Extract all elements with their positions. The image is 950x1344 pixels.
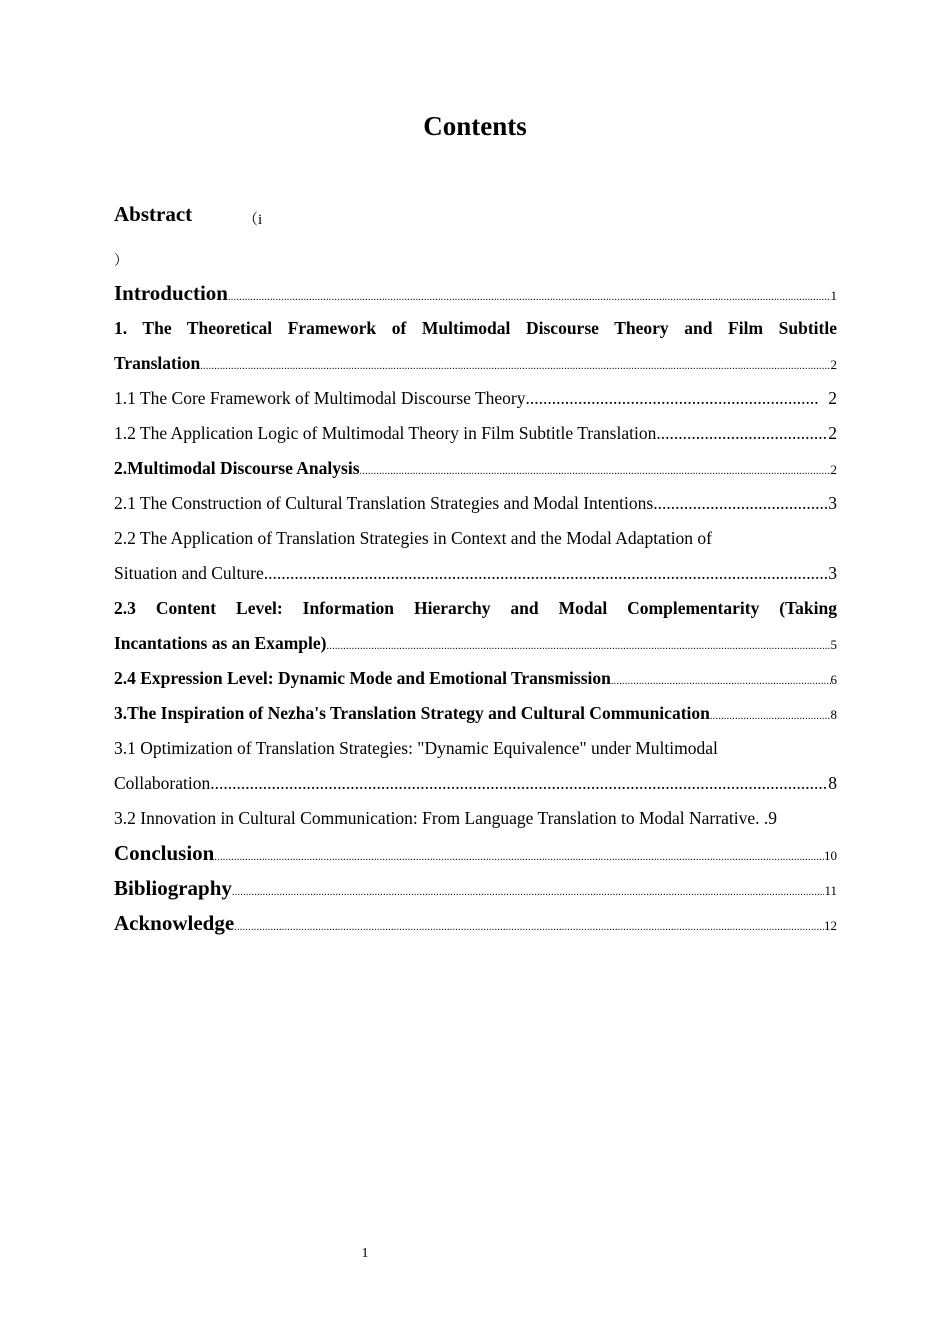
toc-entry-3-1[interactable] [114,766,837,801]
toc-leader-dots [611,664,831,696]
toc-entry-introduction[interactable] [114,276,837,311]
toc-entry-title: Translation [114,353,201,373]
toc-leader-dots [326,629,830,661]
toc-page-number: 9 [768,808,777,828]
toc-page-number: 1 [830,288,837,303]
toc-page-number: 2 [830,357,837,372]
toc-page-number: 3 [828,493,837,513]
toc-leader-dots [661,416,829,451]
toc-page-number: 11 [824,883,837,898]
toc-entry-title: Acknowledge [114,911,235,935]
toc-entry-title: Conclusion [114,841,215,865]
toc-page-number: 8 [830,707,837,722]
toc-entry-2[interactable] [114,451,837,486]
toc-page-number: 6 [830,672,837,687]
table-of-contents [114,276,837,941]
toc-entry-3[interactable] [114,696,837,731]
toc-entry-3-2[interactable] [114,801,837,836]
toc-entry-2-2[interactable] [114,556,837,591]
toc-entry-abstract[interactable] [114,202,192,227]
toc-entry-title: Incantations as an Example) [114,633,327,653]
toc-leader-dots [710,699,831,731]
toc-entry-2-4[interactable] [114,661,837,696]
abstract-page-number: （i [243,212,263,228]
toc-entry-3-1-line1[interactable]: 3.1 Optimization of Translation Strategies: "Dynamic Equivalence" under Multimodal [114,738,718,758]
page-title: Contents [423,111,527,141]
toc-entry-2-1[interactable] [114,486,837,521]
toc-leader-dots [268,556,828,591]
toc-entry-acknowledge[interactable] [114,906,837,941]
toc-entry-title: 2.4 Expression Level: Dynamic Mode and Emotional Transmission [114,668,611,688]
toc-entry-title: 1.2 The Application Logic of Multimodal Theory in Film Subtitle Translation. [114,423,661,443]
abstract-label: Abstract [114,202,193,226]
toc-leader-dots [228,280,831,311]
toc-page-number: 2 [830,462,837,477]
toc-page-number: 10 [824,848,837,863]
toc-entry-title: 3.The Inspiration of Nezha's Translation Strategy and Cultural Communication [114,703,710,723]
toc-entry-bibliography[interactable] [114,871,837,906]
toc-entry-2-2-line1[interactable]: 2.2 The Application of Translation Strategies in Context and the Modal Adaptation of [114,528,713,548]
toc-entry-1-2[interactable] [114,416,837,451]
toc-entry-conclusion[interactable] [114,836,837,871]
toc-page-number: 5 [830,637,837,652]
toc-entry-1-1[interactable] [114,381,837,416]
toc-leader-dots [214,840,824,871]
toc-entry-2-3[interactable] [114,626,837,661]
abstract-page-close: ） [114,254,128,269]
toc-entry-1[interactable] [114,346,837,381]
toc-entry-title: Introduction [114,281,228,305]
toc-page-number: 8 [828,773,837,793]
toc-entry-2-3-line1[interactable]: 2.3 Content Level: Information Hierarchy and Modal Complementarity (Taking [114,598,837,618]
toc-entry-title: Bibliography [114,876,232,900]
toc-entry-title: 1.1 The Core Framework of Multimodal Discourse Theory [114,388,526,408]
footer-page-number: 1 [361,1246,369,1261]
toc-entry-title: Situation and Culture. [114,563,269,583]
toc-page-number: 2 [828,423,837,443]
toc-page-number: 12 [824,918,837,933]
toc-entry-1-line1[interactable]: 1. The Theoretical Framework of Multimodal Discourse Theory and Film Subtitle [114,318,837,338]
toc-leader-dots [526,381,819,416]
toc-leader-dots [200,349,830,381]
toc-leader-dots [658,486,829,521]
toc-leader-dots [234,910,824,941]
toc-page-number: 2 [828,388,837,408]
toc-entry-title: 2.1 The Construction of Cultural Translation Strategies and Modal Intentions. [114,493,658,513]
toc-leader-dots [232,875,825,906]
toc-page-number: 3 [828,563,837,583]
toc-entry-title: Collaboration [114,773,211,793]
toc-entry-title: 3.2 Innovation in Cultural Communication: From Language Translation to Modal Narrative. . [114,808,769,828]
toc-leader-dots [210,766,828,801]
toc-entry-title: 2.Multimodal Discourse Analysis [114,458,360,478]
toc-leader-dots [360,454,831,486]
